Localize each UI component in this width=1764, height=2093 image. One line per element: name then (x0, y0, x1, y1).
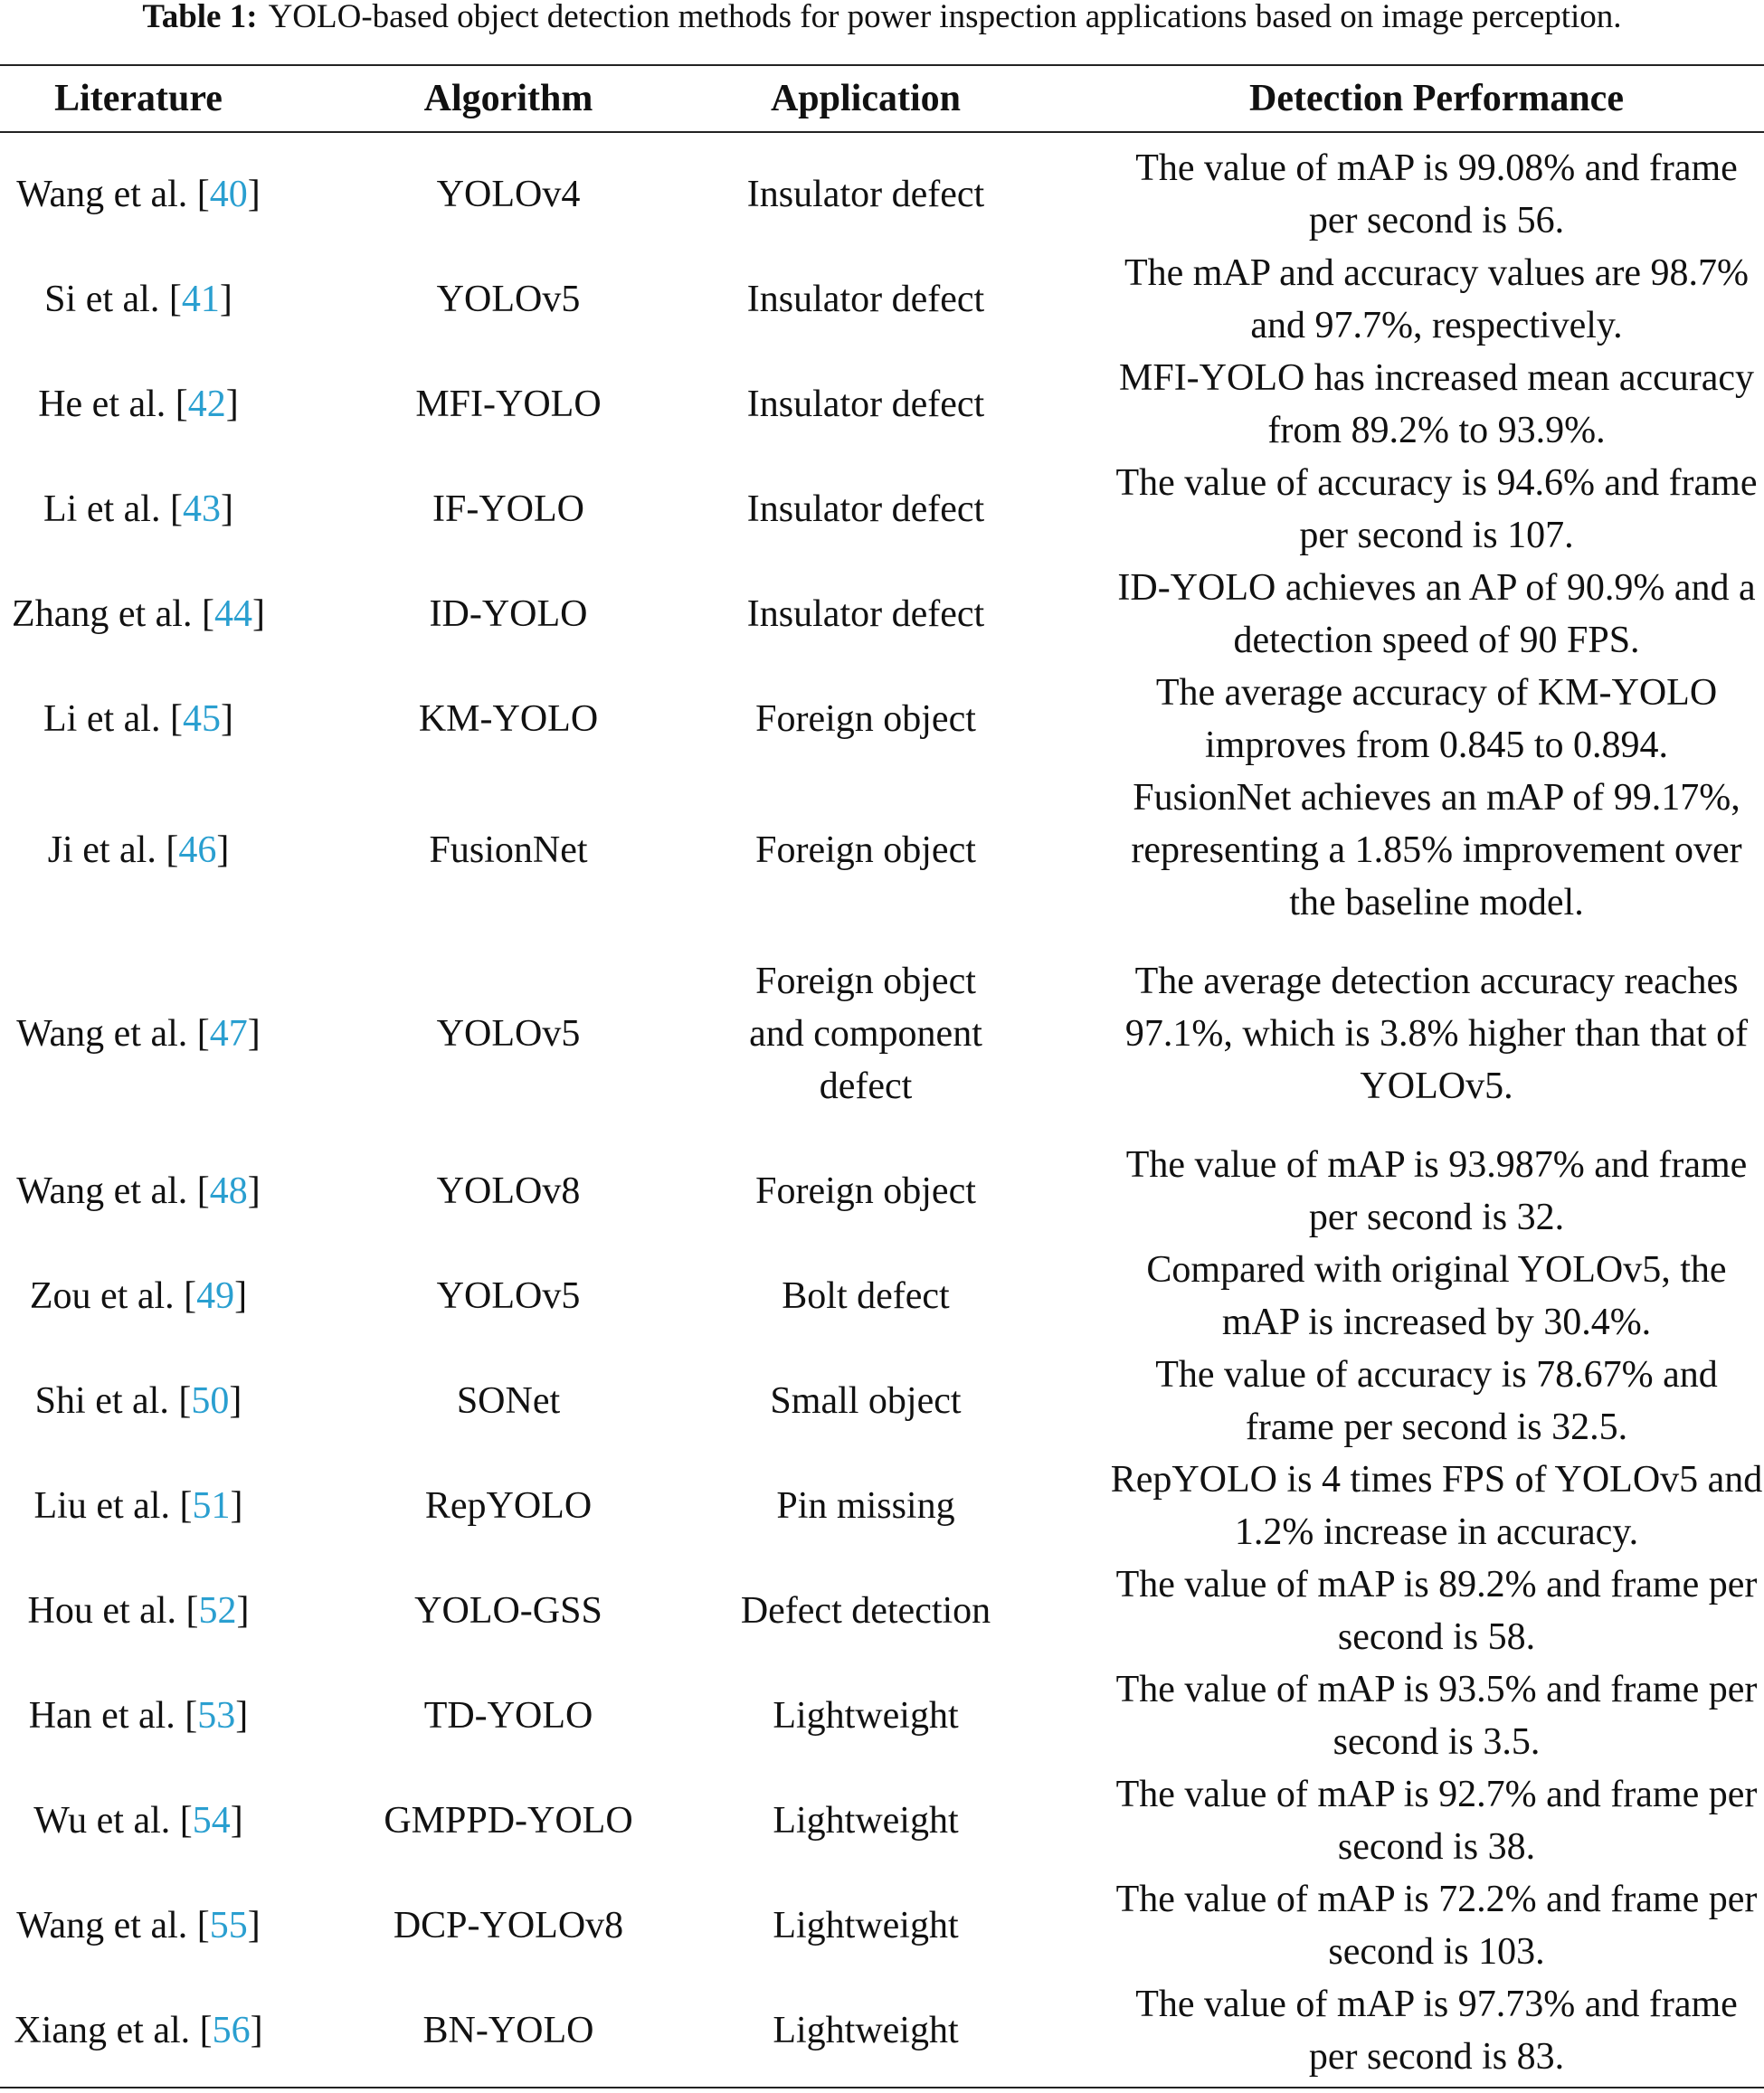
table-row (0, 1768, 1764, 1873)
cell-algorithm: YOLOv8 (436, 1170, 581, 1212)
cell-algorithm: YOLO-GSS (414, 1590, 602, 1632)
reference-link[interactable]: 40 (209, 174, 248, 215)
cell-literature (0, 1663, 277, 1768)
table-row (0, 562, 1764, 667)
bracket-close: ] (219, 279, 232, 320)
header-algorithm: Algorithm (423, 78, 593, 119)
reference-link[interactable]: 52 (198, 1590, 237, 1632)
cell-algorithm: TD-YOLO (423, 1695, 593, 1737)
cell-literature (0, 352, 277, 457)
cell-application: Defect detection (740, 1590, 991, 1632)
header-application: Application (770, 78, 962, 119)
table-row (0, 929, 1764, 1139)
bracket-close: ] (230, 1485, 243, 1527)
caption-text: YOLO-based object detection methods for power inspection applications based on image perception. (268, 0, 1622, 35)
author-text: Ji et al. [ (47, 829, 179, 871)
bracket-close: ] (247, 174, 261, 215)
table-row (0, 1558, 1764, 1663)
reference-link[interactable]: 46 (178, 829, 217, 871)
table-row (0, 142, 1764, 247)
cell-algorithm: YOLOv5 (436, 279, 581, 320)
author-text: Shi et al. [ (34, 1380, 192, 1422)
author-text: Hou et al. [ (27, 1590, 199, 1632)
reference-link[interactable]: 53 (197, 1695, 236, 1737)
bracket-close: ] (216, 829, 230, 871)
cell-performance: ID-YOLO achieves an AP of 90.9% and a detection speed of 90 FPS. (1117, 567, 1756, 661)
table-row (0, 1139, 1764, 1244)
cell-performance: The value of mAP is 99.08% and frame per second is 56. (1135, 147, 1738, 242)
bracket-close: ] (220, 488, 233, 530)
cell-application: Bolt defect (782, 1275, 950, 1317)
table-row (0, 1349, 1764, 1454)
cell-algorithm: YOLOv5 (436, 1275, 581, 1317)
author-text: Wang et al. [ (16, 1013, 210, 1055)
reference-link[interactable]: 49 (196, 1275, 235, 1317)
cell-application: Lightweight (773, 1905, 959, 1946)
cell-application: Lightweight (773, 1695, 959, 1737)
table-row (0, 1663, 1764, 1768)
cell-literature (0, 247, 277, 352)
table-row (0, 457, 1764, 562)
reference-link[interactable]: 45 (182, 698, 221, 740)
author-text: He et al. [ (38, 384, 188, 425)
cell-application: Insulator defect (746, 279, 985, 320)
table-row (0, 772, 1764, 929)
cell-algorithm: YOLOv5 (436, 1013, 581, 1055)
bracket-close: ] (236, 1590, 250, 1632)
table-row (0, 1978, 1764, 2083)
reference-link[interactable]: 51 (192, 1485, 231, 1527)
table-row (0, 247, 1764, 352)
cell-application: Foreign object (755, 1170, 976, 1212)
bracket-close: ] (235, 1695, 249, 1737)
bracket-close: ] (247, 1905, 261, 1946)
bracket-close: ] (225, 384, 239, 425)
cell-performance: The value of mAP is 92.7% and frame per second is 38. (1115, 1774, 1758, 1868)
cell-literature (0, 457, 277, 562)
bracket-close: ] (247, 1013, 261, 1055)
cell-algorithm: GMPPD-YOLO (384, 1800, 633, 1842)
reference-link[interactable]: 54 (192, 1800, 231, 1842)
cell-performance: The value of mAP is 97.73% and frame per second is 83. (1135, 1984, 1738, 2078)
cell-application: Pin missing (776, 1485, 955, 1527)
reference-link[interactable]: 55 (209, 1905, 248, 1946)
table-row (0, 1873, 1764, 1978)
caption-label: Table 1: (142, 0, 258, 35)
author-text: Xiang et al. [ (14, 2010, 213, 2051)
cell-application: Insulator defect (746, 174, 985, 215)
cell-application: Foreign object (755, 698, 976, 740)
author-text: Wang et al. [ (16, 1905, 210, 1946)
cell-performance: FusionNet achieves an mAP of 99.17%, representing a 1.85% improvement over the baseline model. (1131, 777, 1742, 923)
cell-literature (0, 772, 277, 929)
cell-performance: RepYOLO is 4 times FPS of YOLOv5 and 1.2% increase in accuracy. (1110, 1459, 1763, 1553)
cell-literature (0, 1558, 277, 1663)
bracket-close: ] (229, 1380, 242, 1422)
table-row (0, 352, 1764, 457)
cell-application: Small object (770, 1380, 962, 1422)
author-text: Li et al. [ (43, 488, 183, 530)
reference-link[interactable]: 56 (212, 2010, 251, 2051)
cell-algorithm: FusionNet (429, 829, 588, 871)
cell-application: Insulator defect (746, 384, 985, 425)
cell-algorithm: RepYOLO (424, 1485, 593, 1527)
table-caption (0, 0, 1764, 49)
cell-algorithm: SONet (456, 1380, 561, 1422)
cell-performance: The average accuracy of KM-YOLO improves from 0.845 to 0.894. (1155, 672, 1718, 766)
cell-application: Lightweight (773, 1800, 959, 1842)
bracket-close: ] (247, 1170, 261, 1212)
author-text: Wu et al. [ (33, 1800, 193, 1842)
author-text: Wang et al. [ (16, 1170, 210, 1212)
cell-algorithm: BN-YOLO (422, 2010, 594, 2051)
cell-literature (0, 929, 277, 1139)
table-row (0, 667, 1764, 772)
reference-link[interactable]: 43 (182, 488, 221, 530)
cell-algorithm: YOLOv4 (436, 174, 581, 215)
author-text: Han et al. [ (28, 1695, 198, 1737)
author-text: Liu et al. [ (33, 1485, 193, 1527)
cell-application: Lightweight (773, 2010, 959, 2051)
bracket-close: ] (230, 1800, 243, 1842)
bracket-close: ] (250, 2010, 263, 2051)
reference-link[interactable]: 48 (209, 1170, 248, 1212)
reference-link[interactable]: 47 (209, 1013, 248, 1055)
table-bottom-rule (0, 2087, 1764, 2088)
header-literature: Literature (54, 78, 223, 119)
reference-link[interactable]: 44 (213, 593, 252, 635)
cell-literature (0, 1454, 277, 1558)
cell-literature (0, 1244, 277, 1349)
cell-performance: The average detection accuracy reaches 97.1%, which is 3.8% higher than that of YOLOv5. (1124, 961, 1749, 1107)
author-text: Zou et al. [ (29, 1275, 197, 1317)
author-text: Wang et al. [ (16, 174, 210, 215)
cell-algorithm: IF-YOLO (432, 488, 584, 530)
table-top-rule (0, 64, 1764, 66)
bracket-close: ] (220, 698, 233, 740)
cell-application: Insulator defect (746, 488, 985, 530)
cell-application: Foreign object and component defect (749, 961, 982, 1107)
cell-literature (0, 1873, 277, 1978)
cell-algorithm: ID-YOLO (429, 593, 588, 635)
table-header-rule (0, 131, 1764, 133)
bracket-close: ] (234, 1275, 248, 1317)
cell-performance: The value of accuracy is 78.67% and frame per second is 32.5. (1155, 1354, 1718, 1448)
cell-literature (0, 562, 277, 667)
cell-literature (0, 1349, 277, 1454)
cell-performance: The value of mAP is 93.5% and frame per second is 3.5. (1115, 1669, 1758, 1763)
cell-application: Insulator defect (746, 593, 985, 635)
cell-performance: The mAP and accuracy values are 98.7% and 97.7%, respectively. (1124, 252, 1749, 346)
cell-performance: Compared with original YOLOv5, the mAP is increased by 30.4%. (1146, 1249, 1727, 1343)
cell-algorithm: DCP-YOLOv8 (393, 1905, 624, 1946)
author-text: Li et al. [ (43, 698, 183, 740)
author-text: Si et al. [ (44, 279, 182, 320)
cell-literature (0, 1139, 277, 1244)
cell-literature (0, 667, 277, 772)
reference-link[interactable]: 42 (187, 384, 226, 425)
bracket-close: ] (251, 593, 265, 635)
cell-literature (0, 1768, 277, 1873)
table-row (0, 1244, 1764, 1349)
cell-performance: MFI-YOLO has increased mean accuracy from 89.2% to 93.9%. (1118, 357, 1755, 451)
cell-algorithm: MFI-YOLO (415, 384, 602, 425)
reference-link[interactable]: 41 (181, 279, 220, 320)
cell-performance: The value of mAP is 89.2% and frame per second is 58. (1115, 1564, 1758, 1658)
reference-link[interactable]: 50 (191, 1380, 230, 1422)
cell-algorithm: KM-YOLO (418, 698, 599, 740)
cell-performance: The value of mAP is 72.2% and frame per second is 103. (1115, 1879, 1758, 1973)
cell-literature (0, 1978, 277, 2083)
header-performance: Detection Performance (1249, 78, 1624, 119)
cell-application: Foreign object (755, 829, 976, 871)
cell-performance: The value of mAP is 93.987% and frame per second is 32. (1125, 1144, 1748, 1238)
table-row (0, 1454, 1764, 1558)
cell-literature (0, 142, 277, 247)
author-text: Zhang et al. [ (12, 593, 214, 635)
cell-performance: The value of accuracy is 94.6% and frame per second is 107. (1115, 462, 1758, 556)
